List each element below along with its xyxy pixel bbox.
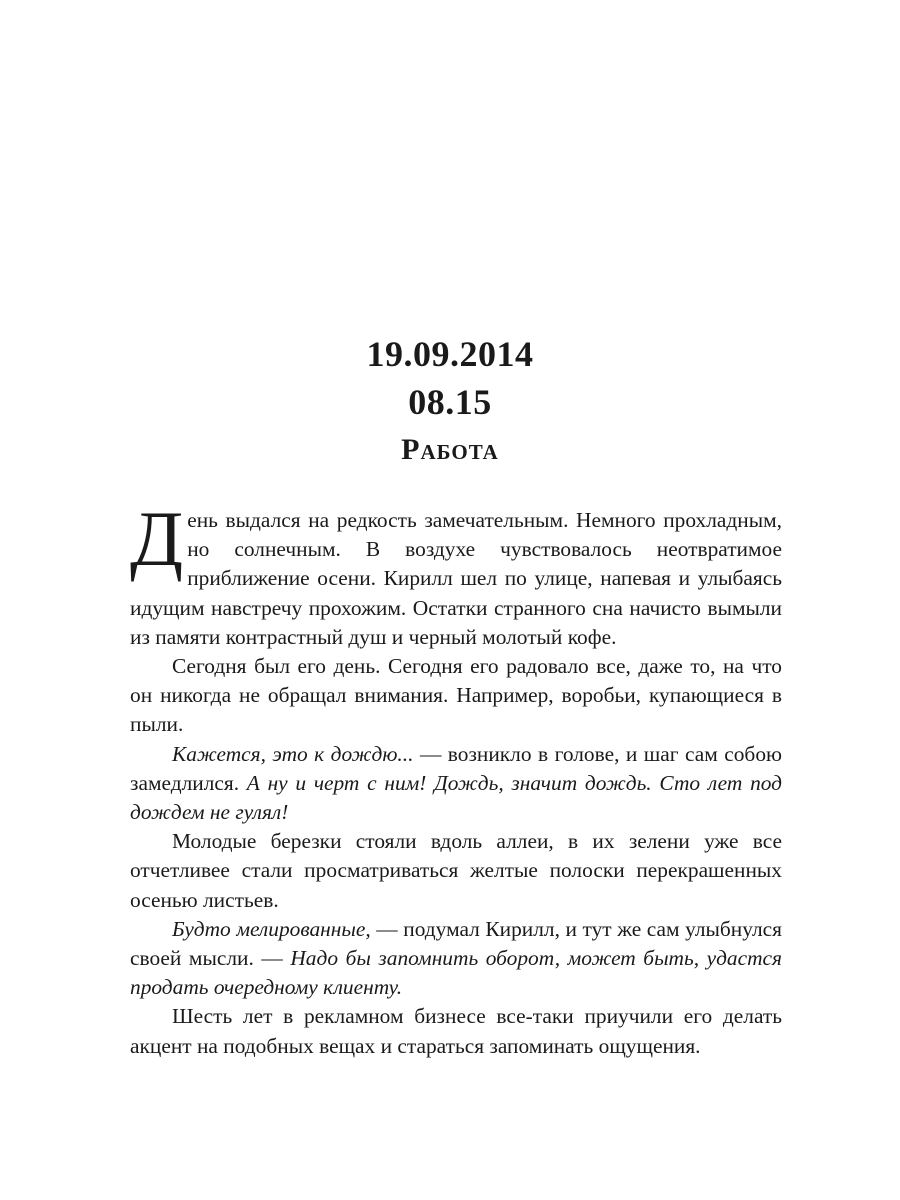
paragraph-2-text: Сегодня был его день. Сегодня его радовало все, даже то, на что он никогда не обращал внимания. Например, воробьи, купающиеся в пыли.: [130, 654, 782, 737]
chapter-body: [130, 495, 782, 1061]
chapter-date: 19.09.2014: [366, 334, 534, 374]
paragraph-3-thought-2: А ну и черт с ним! Дождь, значит дождь. Сто лет под дождем не гулял!: [130, 770, 782, 825]
paragraph-5: [130, 915, 782, 1003]
paragraph-5-text: — подумал Кирилл, и тут же сам улыбнулся своей мысли. —: [130, 916, 782, 971]
chapter-title: Работа: [401, 433, 499, 466]
paragraph-3-text: — возникло в голове, и шаг сам собою замедлился.: [130, 741, 782, 795]
paragraph-6-text: Шесть лет в рекламном бизнесе все-таки приучили его делать акцент на подобных вещах и стараться запоминать ощущения.: [130, 1004, 782, 1058]
paragraph-5-thought-1: Будто мелированные,: [172, 916, 371, 941]
chapter-time: 08.15: [408, 382, 492, 422]
paragraph-1-text: ень выдался на редкость замечательным. Немного прохладным, но солнечным. В воздухе чувствовалось неотвратимое приближение осени. Кирилл шел по улице, напевая и улыбаясь идущим навстречу прохожим. Остатки странного сна начисто вымыли из памяти контрастный душ и черный молотый кофе.: [130, 508, 782, 649]
drop-cap: Д: [130, 495, 184, 582]
chapter-heading: [0, 330, 900, 472]
paragraph-4-text: Молодые березки стояли вдоль аллеи, в их зелени уже все отчетливее стали просматриваться желтые полоски перекрашенных осенью листьев.: [130, 829, 782, 912]
paragraph-3-thought-1: Кажется, это к дождю...: [172, 741, 414, 766]
paragraph-2: [130, 652, 782, 740]
paragraph-4: [130, 827, 782, 915]
paragraph-1: [130, 495, 782, 652]
paragraph-6: [130, 1002, 782, 1060]
paragraph-5-thought-2: Надо бы запомнить оборот, может быть, удастся продать очередному клиенту.: [130, 946, 782, 1000]
paragraph-3: [130, 740, 782, 828]
